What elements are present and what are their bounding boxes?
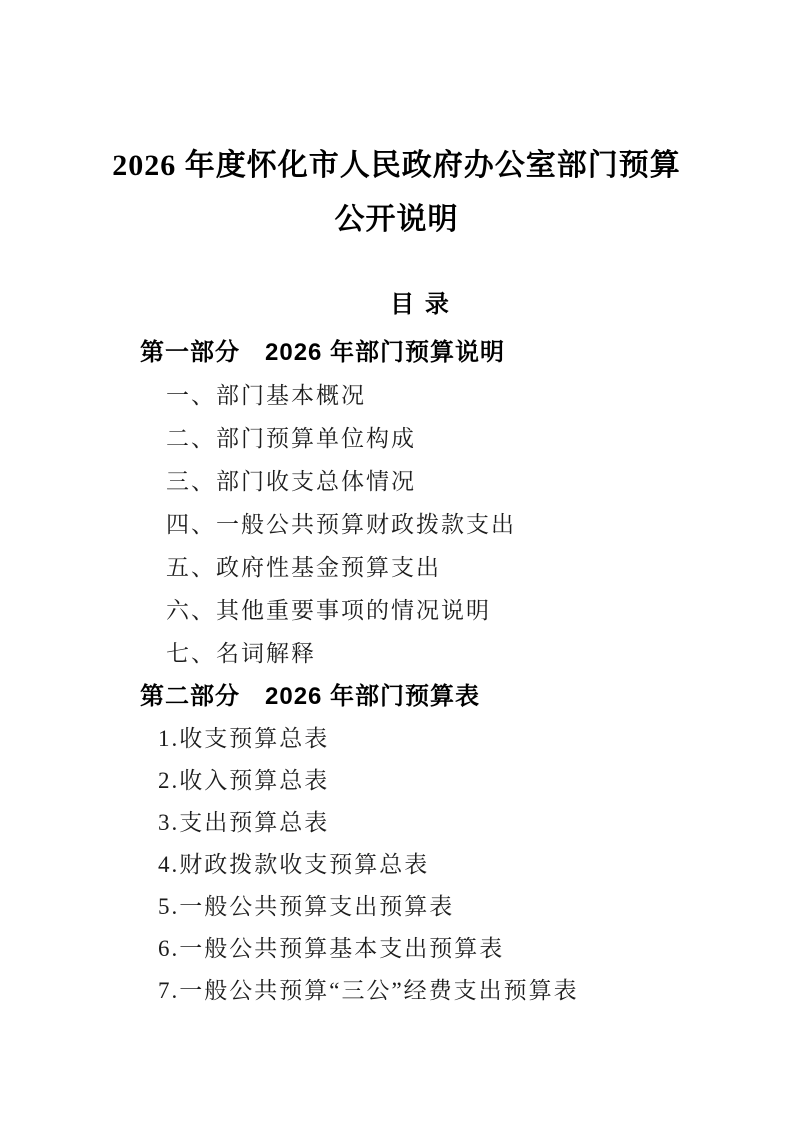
section-1-heading: 第一部分 2026 年部门预算说明: [140, 339, 506, 366]
section-1-item-list: [166, 372, 516, 673]
section-2-item-list: [158, 715, 579, 1009]
toc-item: 2.收入预算总表: [158, 767, 330, 793]
toc-item: 6.一般公共预算基本支出预算表: [158, 935, 505, 961]
toc-item: 5.一般公共预算支出预算表: [158, 893, 455, 919]
toc-item: 4.财政拨款收支预算总表: [158, 851, 430, 877]
toc-item: 五、政府性基金预算支出: [166, 555, 441, 580]
toc-item: 七、名词解释: [166, 641, 316, 666]
document-title-line-2: 公开说明: [334, 203, 459, 236]
toc-item: 三、部门收支总体情况: [166, 469, 416, 494]
toc-item: 3.支出预算总表: [158, 809, 330, 835]
toc-item: 1.收支预算总表: [158, 725, 330, 751]
toc-heading: 目 录: [390, 291, 451, 318]
toc-item: 7.一般公共预算“三公”经费支出预算表: [158, 977, 579, 1003]
toc-item: 一、部门基本概况: [166, 383, 366, 408]
toc-item: 六、其他重要事项的情况说明: [166, 598, 491, 623]
toc-item: 四、一般公共预算财政拨款支出: [166, 512, 516, 537]
toc-item: 二、部门预算单位构成: [166, 426, 416, 451]
section-2-heading: 第二部分 2026 年部门预算表: [140, 683, 481, 710]
document-title-line-1: 2026 年度怀化市人民政府办公室部门预算: [112, 149, 681, 182]
